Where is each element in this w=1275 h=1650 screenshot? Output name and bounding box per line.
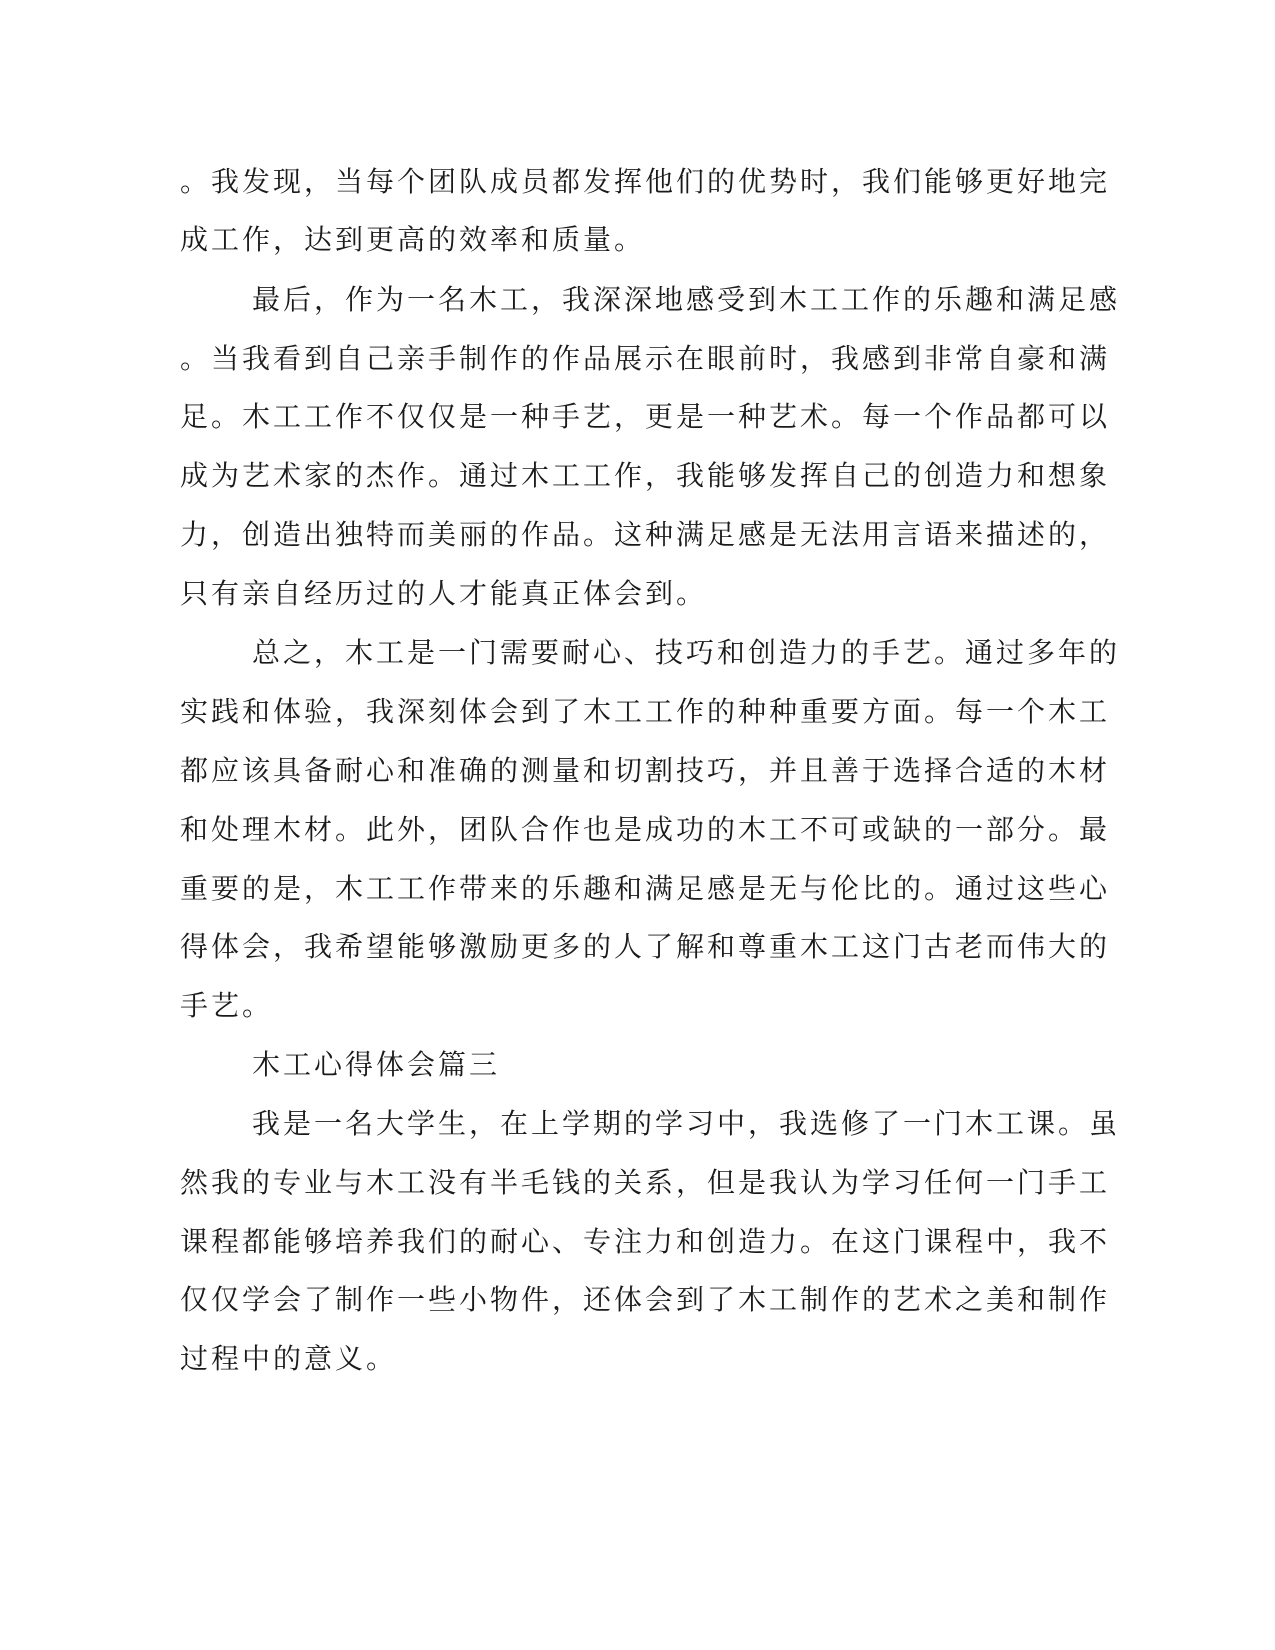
text-line: 。当我看到自己亲手制作的作品展示在眼前时，我感到非常自豪和满 — [180, 342, 1111, 375]
text-line: 总之，木工是一门需要耐心、技巧和创造力的手艺。通过多年的 — [252, 636, 1121, 669]
text-line: 足。木工工作不仅仅是一种手艺，更是一种艺术。每一个作品都可以 — [180, 400, 1111, 433]
text-line: 都应该具备耐心和准确的测量和切割技巧，并且善于选择合适的木材 — [180, 754, 1111, 787]
text-line: 实践和体验，我深刻体会到了木工工作的种种重要方面。每一个木工 — [180, 695, 1111, 728]
text-line: 最后，作为一名木工，我深深地感受到木工工作的乐趣和满足感 — [252, 283, 1121, 316]
text-line: 重要的是，木工工作带来的乐趣和满足感是无与伦比的。通过这些心 — [180, 872, 1111, 905]
text-line: 成工作，达到更高的效率和质量。 — [180, 223, 646, 256]
text-line: 手艺。 — [180, 989, 274, 1022]
section-heading: 木工心得体会篇三 — [252, 1048, 501, 1081]
text-line: 力，创造出独特而美丽的作品。这种满足感是无法用言语来描述的， — [180, 518, 1111, 551]
text-line: 我是一名大学生，在上学期的学习中，我选修了一门木工课。虽 — [252, 1107, 1121, 1140]
text-line: 得体会，我希望能够激励更多的人了解和尊重木工这门古老而伟大的 — [180, 930, 1111, 963]
text-line: 只有亲自经历过的人才能真正体会到。 — [180, 577, 708, 610]
text-line: 然我的专业与木工没有半毛钱的关系，但是我认为学习任何一门手工 — [180, 1166, 1111, 1199]
text-line: 仅仅学会了制作一些小物件，还体会到了木工制作的艺术之美和制作 — [180, 1283, 1111, 1316]
text-line: 。我发现，当每个团队成员都发挥他们的优势时，我们能够更好地完 — [180, 165, 1111, 198]
text-line: 和处理木材。此外，团队合作也是成功的木工不可或缺的一部分。最 — [180, 813, 1111, 846]
text-line: 成为艺术家的杰作。通过木工工作，我能够发挥自己的创造力和想象 — [180, 459, 1111, 492]
text-line: 课程都能够培养我们的耐心、专注力和创造力。在这门课程中，我不 — [180, 1225, 1111, 1258]
text-line: 过程中的意义。 — [180, 1342, 398, 1375]
